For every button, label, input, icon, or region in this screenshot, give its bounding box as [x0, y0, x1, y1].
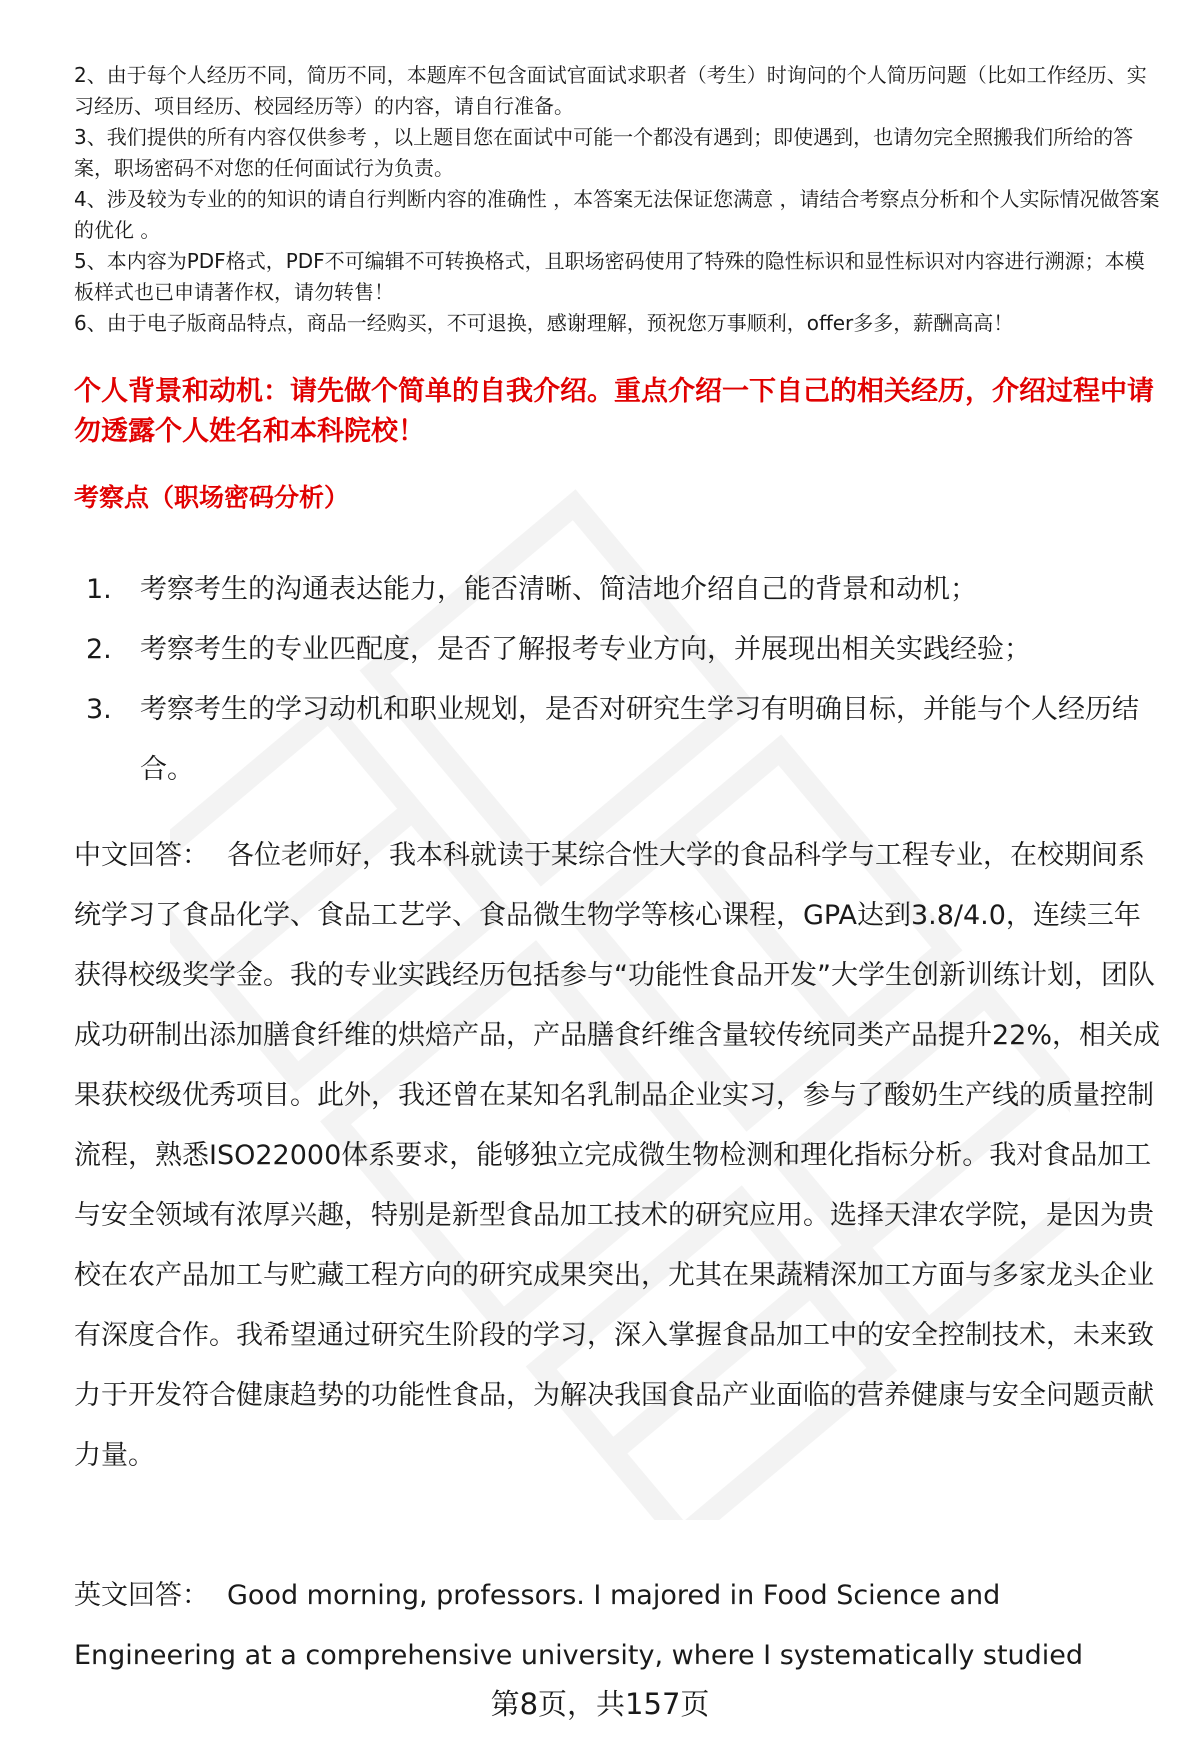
note-item: 4、涉及较为专业的的知识的请自行判断内容的准确性 ，本答案无法保证您满意 ，请结合考察点分析和个人实际情况做答案的优化 。 — [74, 187, 1160, 242]
note-item: 6、由于电子版商品特点，商品一经购买，不可退换，感谢理解，预祝您万事顺利，offer多多，薪酬高高！ — [74, 311, 1014, 335]
list-item-number: 1. — [86, 574, 112, 605]
note-item: 3、我们提供的所有内容仅供参考 ，以上题目您在面试中可能一个都没有遇到；即使遇到，也请勿完全照搬我们所给的答案，职场密码不对您的任何面试行为负责。 — [74, 125, 1134, 180]
list-item-number: 2. — [86, 634, 112, 665]
chinese-answer-label: 中文回答： — [74, 840, 209, 871]
english-answer-text: Good morning, professors. I majored in Food Science and Engineering at a comprehensive university, where I systematically studied — [74, 1580, 1084, 1671]
list-item — [74, 560, 1164, 620]
list-item-text: 考察考生的专业匹配度，是否了解报考专业方向，并展现出相关实践经验； — [140, 634, 1031, 665]
list-item — [74, 620, 1164, 680]
list-item-text: 考察考生的沟通表达能力，能否清晰、简洁地介绍自己的背景和动机； — [140, 574, 977, 605]
list-item-number: 3. — [86, 694, 112, 725]
english-answer — [74, 1566, 1164, 1686]
page-number-footer: 第8页，共157页 — [490, 1687, 710, 1721]
question-title: 个人背景和动机：请先做个简单的自我介绍。重点介绍一下自己的相关经历，介绍过程中请勿透露个人姓名和本科院校！ — [74, 376, 1154, 447]
chinese-answer-text: 各位老师好，我本科就读于某综合性大学的食品科学与工程专业，在校期间系统学习了食品化学、食品工艺学、食品微生物学等核心课程，GPA达到3.8/4.0，连续三年获得校级奖学金。我的专业实践经历包括参与“功能性食品开发”大学生创新训练计划，团队成功研制出添加膳食纤维的烘焙产品，产品膳食纤维含量较传统同类产品提升22%，相关成果获校级优秀项目。此外，我还曾在某知名乳制品企业实习，参与了酸奶生产线的质量控制流程，熟悉ISO22000体系要求，能够独立完成微生物检测和理化指标分析。我对食品加工与安全领域有浓厚兴趣，特别是新型食品加工技术的研究应用。选择天津农学院，是因为贵校在农产品加工与贮藏工程方向的研究成果突出，尤其在果蔬精深加工方面与多家龙头企业有深度合作。我希望通过研究生阶段的学习，深入掌握食品加工中的安全控制技术，未来致力于开发符合健康趋势的功能性食品，为解决我国食品产业面临的营养健康与安全问题贡献力量。 — [74, 840, 1161, 1471]
list-item — [74, 680, 1164, 800]
list-item-text: 考察考生的学习动机和职业规划，是否对研究生学习有明确目标，并能与个人经历结合。 — [140, 694, 1139, 785]
note-item: 2、由于每个人经历不同，简历不同，本题库不包含面试官面试求职者（考生）时询问的个人简历问题（比如工作经历、实习经历、项目经历、校园经历等）的内容，请自行准备。 — [74, 63, 1147, 118]
assessment-points-list — [74, 560, 1164, 800]
disclaimer-notes — [74, 60, 1164, 339]
note-item: 5、本内容为PDF格式，PDF不可编辑不可转换格式，且职场密码使用了特殊的隐性标识和显性标识对内容进行溯源；本模板样式也已申请著作权，请勿转售！ — [74, 249, 1145, 304]
chinese-answer — [74, 826, 1164, 1486]
english-answer-label: 英文回答： — [74, 1580, 209, 1611]
assessment-points-heading: 考察点（职场密码分析） — [74, 483, 350, 512]
